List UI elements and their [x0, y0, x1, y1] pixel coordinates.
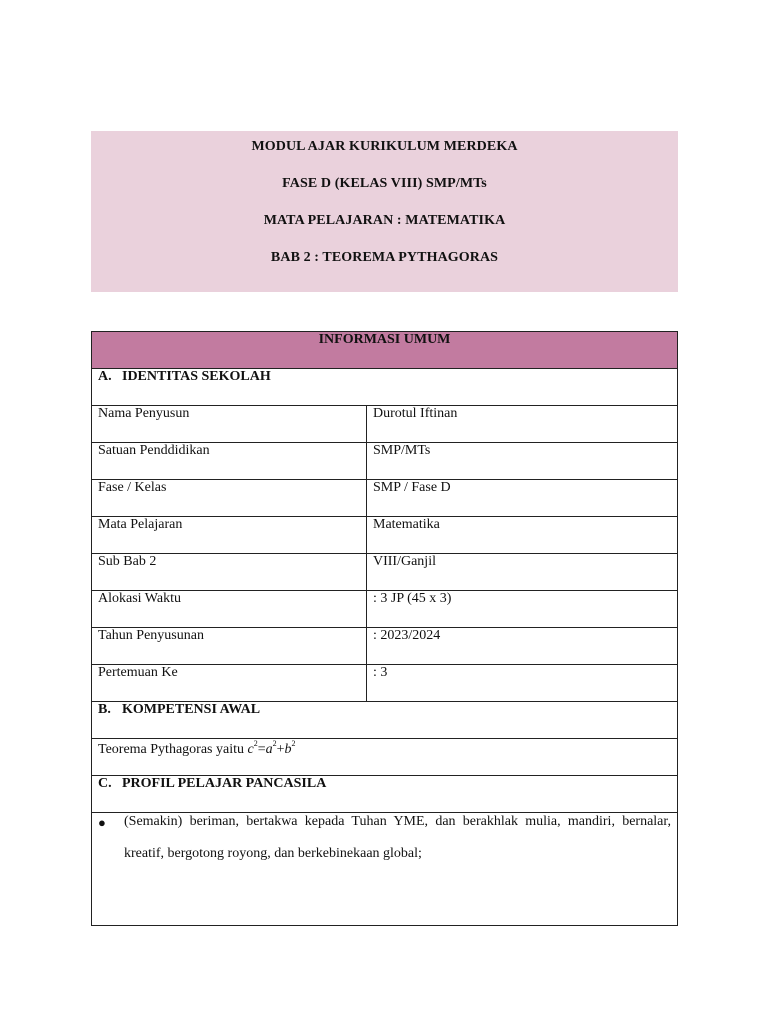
row-value: SMP/MTs: [367, 443, 678, 480]
section-b-heading: [92, 702, 678, 739]
title-line-1: MODUL AJAR KURIKULUM MERDEKA: [251, 139, 518, 154]
section-a-label: IDENTITAS SEKOLAH: [122, 369, 271, 384]
table-header: INFORMASI UMUM: [92, 332, 678, 369]
section-c-letter: C.: [98, 776, 112, 791]
title-box: [91, 131, 678, 292]
row-label: Mata Pelajaran: [92, 517, 367, 554]
section-b-letter: B.: [98, 702, 111, 717]
row-label: Fase / Kelas: [92, 480, 367, 517]
row-label: Tahun Penyusunan: [92, 628, 367, 665]
title-line-3: MATA PELAJARAN : MATEMATIKA: [263, 213, 506, 228]
row-label: Alokasi Waktu: [92, 591, 367, 628]
row-label: Sub Bab 2: [92, 554, 367, 591]
list-item: [98, 813, 671, 870]
title-line-4: BAB 2 : TEOREMA PYTHAGORAS: [270, 250, 499, 265]
section-a-heading: [92, 369, 678, 406]
row-value: VIII/Ganjil: [367, 554, 678, 591]
row-label: Satuan Penddidikan: [92, 443, 367, 480]
kompetensi-text: Teorema Pythagoras yaitu: [98, 742, 244, 757]
row-value: Durotul Iftinan: [367, 406, 678, 443]
row-value: Matematika: [367, 517, 678, 554]
section-a-letter: A.: [98, 369, 112, 384]
title-line-2: FASE D (KELAS VIII) SMP/MTs: [282, 176, 487, 191]
profil-list: [92, 813, 678, 926]
section-b-label: KOMPETENSI AWAL: [122, 702, 261, 717]
profil-item-text: (Semakin) beriman, bertakwa kepada Tuhan YME, dan berakhlak mulia, mandiri, bernalar, kreatif, bergotong royong, dan berkebinekaan global;: [124, 814, 671, 861]
section-c-label: PROFIL PELAJAR PANCASILA: [122, 776, 327, 791]
kompetensi-awal-cell: [92, 739, 678, 776]
row-value: SMP / Fase D: [367, 480, 678, 517]
row-label: Nama Penyusun: [92, 406, 367, 443]
row-value: : 3 JP (45 x 3): [367, 591, 678, 628]
row-value: : 3: [367, 665, 678, 702]
row-value: : 2023/2024: [367, 628, 678, 665]
row-label: Pertemuan Ke: [92, 665, 367, 702]
bullet-icon: ●: [98, 815, 106, 830]
pythagoras-formula: $c^2=a^2+b^2$: [247, 739, 296, 757]
informasi-umum-table: [91, 331, 678, 926]
